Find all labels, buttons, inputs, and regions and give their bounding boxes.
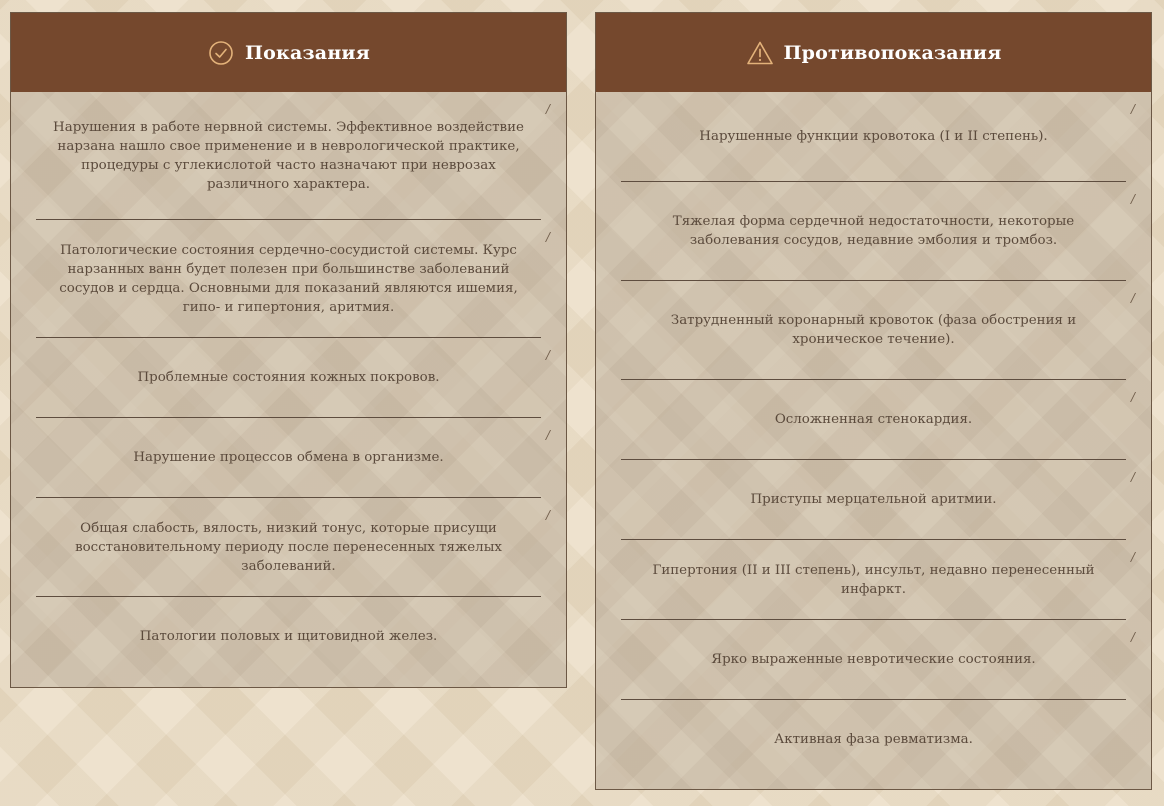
contraindication-item — [621, 460, 1135, 540]
contraindication-item — [621, 380, 1135, 460]
indications-card — [10, 12, 567, 688]
indication-text: Проблемные состояния кожных покровов. — [137, 370, 440, 385]
item-marker: / — [1130, 102, 1135, 116]
contraindication-item — [621, 700, 1126, 778]
contraindication-text: Нарушенные функции кровотока (I и II степень). — [699, 129, 1048, 144]
item-marker: / — [1130, 470, 1135, 484]
item-marker: / — [1130, 192, 1135, 206]
contraindication-text: Гипертония (II и III степень), инсульт, недавно перенесенный инфаркт. — [652, 562, 1095, 597]
item-marker: / — [545, 428, 550, 442]
indication-item — [36, 418, 550, 498]
contraindication-item — [621, 620, 1135, 700]
item-marker: / — [1130, 550, 1135, 564]
item-marker: / — [1130, 390, 1135, 404]
check-circle-icon — [207, 39, 235, 67]
contraindication-text: Затрудненный коронарный кровоток (фаза обострения и хроническое течение). — [670, 313, 1077, 347]
contraindication-item — [621, 281, 1135, 380]
contraindication-item — [621, 182, 1135, 281]
indication-item — [36, 597, 541, 675]
contraindication-text: Активная фаза ревматизма. — [774, 731, 973, 747]
item-marker: / — [545, 348, 550, 362]
indication-text: Патологии половых и щитовидной желез. — [139, 628, 438, 644]
indication-item — [36, 498, 550, 597]
item-marker: / — [1130, 291, 1135, 305]
contraindication-text: Приступы мерцательной аритмии. — [750, 492, 997, 507]
indication-item — [36, 338, 550, 418]
item-marker: / — [545, 102, 550, 116]
warning-triangle-icon — [746, 39, 774, 67]
indication-item — [36, 220, 550, 338]
contraindications-card — [595, 12, 1152, 790]
contraindications-header — [596, 13, 1151, 92]
indication-text: Патологические состояния сердечно-сосудистой системы. Курс нарзанных ванн будет полезен при большинстве заболеваний сосудов и сердца. Основными для показаний являются ишемия, гипо- и гипертония, аритмия. — [59, 242, 518, 315]
item-marker: / — [545, 230, 550, 244]
item-marker: / — [1130, 630, 1135, 644]
indication-text: Нарушения в работе нервной системы. Эффективное воздействие нарзана нашло свое применение и в неврологической практике, процедуры с углекислотой часто назначают при неврозах различного характера. — [53, 119, 524, 192]
contraindication-text: Тяжелая форма сердечной недостаточности, некоторые заболевания сосудов, недавние эмболия и тромбоз. — [672, 214, 1075, 248]
indication-item — [36, 92, 550, 220]
indications-header — [11, 13, 566, 92]
item-marker: / — [545, 508, 550, 522]
contraindication-item — [621, 92, 1135, 182]
contraindication-text: Осложненная стенокардия. — [774, 412, 973, 427]
indication-text: Общая слабость, вялость, низкий тонус, которые присущи восстановительному периоду после перенесенных тяжелых заболеваний. — [75, 520, 502, 574]
contraindications-title: Противопоказания — [783, 41, 1002, 64]
contraindication-item — [621, 540, 1135, 620]
indication-text: Нарушение процессов обмена в организме. — [133, 450, 444, 465]
indications-title: Показания — [245, 41, 370, 64]
contraindication-text: Ярко выраженные невротические состояния. — [711, 652, 1036, 667]
